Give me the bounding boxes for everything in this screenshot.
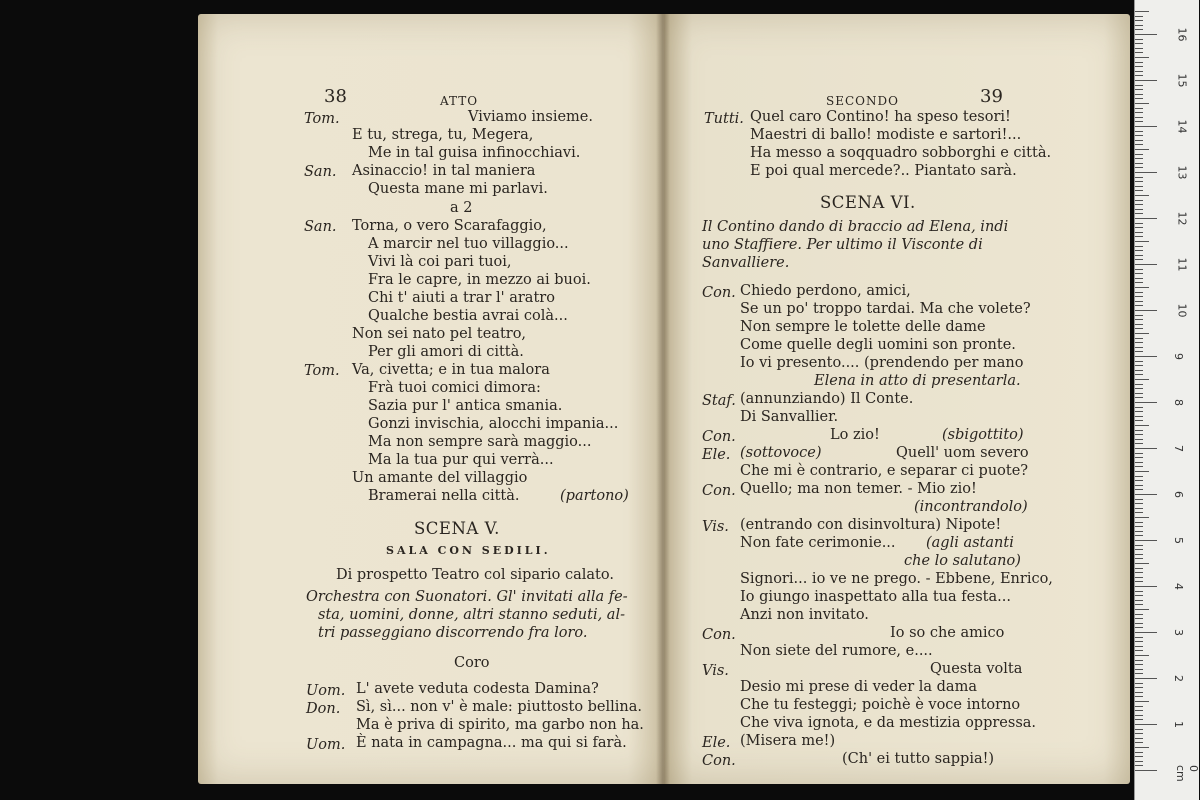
ruler-tick: [1135, 282, 1143, 283]
ruler-label: 1: [1172, 721, 1185, 728]
ruler-tick: [1135, 338, 1143, 339]
speaker: San.: [304, 164, 337, 180]
ruler-tick: [1135, 568, 1143, 569]
right-page: [664, 14, 1130, 784]
dialog-line: Non sempre le tolette delle dame: [740, 319, 986, 335]
ruler-tick: [1135, 172, 1157, 173]
speaker: Tutti.: [704, 111, 744, 127]
stage-note: (incontrandolo): [914, 499, 1028, 515]
ruler-tick: [1135, 250, 1143, 251]
page-number: 38: [324, 86, 347, 107]
ruler-tick: [1135, 742, 1143, 743]
ruler-tick: [1135, 227, 1143, 228]
ruler-tick: [1135, 342, 1143, 343]
ruler-tick: [1135, 223, 1143, 224]
ruler-tick: [1135, 756, 1143, 757]
stage-direction: (partono): [560, 488, 629, 504]
left-page: [198, 14, 664, 784]
ruler-tick: [1135, 16, 1143, 17]
ruler-tick: [1135, 66, 1143, 67]
stage-note: (sbigottito): [942, 427, 1024, 443]
page-header: ATTO: [440, 94, 479, 108]
ruler-tick: [1135, 591, 1143, 592]
ruler-tick: [1135, 393, 1143, 394]
ruler-tick: [1135, 301, 1143, 302]
ruler-tick: [1135, 365, 1143, 366]
ruler-tick: [1135, 57, 1149, 58]
ruler-tick: [1135, 489, 1143, 490]
ruler-tick: [1135, 733, 1143, 734]
ruler-label: 16: [1175, 27, 1189, 42]
ruler-tick: [1135, 499, 1143, 500]
ruler-label: 6: [1172, 491, 1185, 498]
ruler-tick: [1135, 678, 1157, 679]
ruler-tick: [1135, 149, 1149, 150]
verse-line: Quel caro Contino! ha speso tesori!: [750, 109, 1011, 125]
dialog-line: Che tu festeggi; poichè è voce intorno: [740, 697, 1021, 713]
ruler-tick: [1135, 255, 1143, 256]
dialog-line: Quello; ma non temer. - Mio zio!: [740, 481, 977, 497]
ruler-tick: [1135, 52, 1143, 53]
ruler-tick: [1135, 660, 1143, 661]
scene-title: SCENA V.: [414, 519, 500, 538]
ruler-tick: [1135, 163, 1143, 164]
verse-line: Frà tuoi comici dimora:: [368, 380, 541, 396]
ruler-label: 5: [1172, 537, 1185, 544]
ruler-tick: [1135, 269, 1143, 270]
ruler-tick: [1135, 692, 1143, 693]
ruler-tick: [1135, 457, 1143, 458]
ruler-tick: [1135, 512, 1143, 513]
ruler-tick: [1135, 236, 1143, 237]
ruler-tick: [1135, 370, 1143, 371]
ruler-tick: [1135, 126, 1157, 127]
verse-line: A marcir nel tuo villaggio...: [368, 236, 569, 252]
dialog-line: Io vi presento.... (prendendo per mano: [740, 355, 1024, 371]
ruler-tick: [1135, 140, 1143, 141]
speaker: Con.: [702, 285, 736, 301]
ruler-tick: [1135, 540, 1157, 541]
dialog-line: Non fate cerimonie...: [740, 535, 896, 551]
ruler-tick: [1135, 181, 1143, 182]
ruler-tick: [1135, 664, 1143, 665]
speaker: Tom.: [304, 111, 340, 127]
ruler-tick: [1135, 213, 1143, 214]
ruler-tick: [1135, 572, 1143, 573]
ruler-tick: [1135, 305, 1143, 306]
ruler-tick: [1135, 384, 1143, 385]
speaker: Con.: [702, 753, 736, 769]
ruler-tick: [1135, 356, 1157, 357]
verse-line: Bramerai nella città.: [368, 488, 520, 504]
ruler-tick: [1135, 609, 1149, 610]
speaker: Con.: [702, 429, 736, 445]
ruler-tick: [1135, 577, 1143, 578]
dialog-line: (Misera me!): [740, 733, 836, 749]
ruler-tick: [1135, 48, 1143, 49]
verse-line: Ma la tua pur qui verrà...: [368, 452, 554, 468]
verse-line: Questa mane mi parlavi.: [368, 181, 548, 197]
verse-line: E poi qual mercede?.. Piantato sarà.: [750, 163, 1017, 179]
ruler-tick: [1135, 494, 1157, 495]
dialog-line: Sì, sì... non v' è male: piuttosto bellina.: [356, 699, 643, 715]
ruler-tick: [1135, 259, 1143, 260]
ruler-tick: [1135, 411, 1143, 412]
dialog-line: Io so che amico: [890, 625, 1005, 641]
verse-line: Asinaccio! in tal maniera: [352, 163, 536, 179]
ruler-tick: [1135, 632, 1157, 633]
speaker: Uom.: [306, 683, 346, 699]
verse-line: Viviamo insieme.: [468, 109, 593, 125]
ruler-tick: [1135, 315, 1143, 316]
ruler-label: 11: [1175, 257, 1189, 272]
ruler-tick: [1135, 627, 1143, 628]
ruler-tick: [1135, 154, 1143, 155]
ruler-tick: [1135, 200, 1143, 201]
ruler-tick: [1135, 167, 1143, 168]
ruler-tick: [1135, 765, 1143, 766]
speaker: Ele.: [702, 447, 731, 463]
ruler-tick: [1135, 476, 1143, 477]
ruler-tick: [1135, 89, 1143, 90]
ruler-tick: [1135, 558, 1143, 559]
ruler-tick: [1135, 103, 1149, 104]
ruler-tick: [1135, 117, 1143, 118]
dialog-line: Chiedo perdono, amici,: [740, 283, 911, 299]
dialog-line: (annunziando) Il Conte.: [740, 391, 914, 407]
ruler-tick: [1135, 586, 1157, 587]
ruler-tick: [1135, 177, 1143, 178]
ruler-tick: [1135, 453, 1143, 454]
ruler-tick: [1135, 485, 1143, 486]
ruler-tick: [1135, 287, 1149, 288]
ruler-label: 7: [1172, 445, 1185, 452]
dialog-line: Come quelle degli uomini son pronte.: [740, 337, 1016, 353]
ruler-tick: [1135, 752, 1143, 753]
ruler-tick: [1135, 669, 1143, 670]
dialog-line: Che viva ignota, e da mestizia oppressa.: [740, 715, 1037, 731]
ruler-tick: [1135, 425, 1149, 426]
verse-line: Sazia pur l' antica smania.: [368, 398, 563, 414]
ruler-tick: [1135, 204, 1143, 205]
ruler-tick: [1135, 195, 1149, 196]
verse-line: Ma non sempre sarà maggio...: [368, 434, 592, 450]
ruler-tick: [1135, 25, 1143, 26]
book-gutter: [656, 14, 670, 784]
verse-line: Non sei nato pel teatro,: [352, 326, 527, 342]
ruler-label: 3: [1172, 629, 1185, 636]
dialog-line: Lo zio!: [830, 427, 880, 443]
ruler-tick: [1135, 34, 1157, 35]
dialog-line: Ma è priva di spirito, ma garbo non ha.: [356, 717, 644, 733]
ruler-tick: [1135, 158, 1143, 159]
ruler-tick: [1135, 604, 1143, 605]
scene-subtitle: SALA CON SEDILI.: [386, 544, 551, 557]
ruler-tick: [1135, 112, 1143, 113]
speaker: Vis.: [702, 519, 729, 535]
stage-direction: sta, uomini, donne, altri stanno seduti, al-: [318, 607, 625, 623]
ruler-tick: [1135, 706, 1143, 707]
dialog-line: È nata in campagna... ma qui si farà.: [356, 735, 627, 751]
dialog-line: Che mi è contrario, e separar ci puote?: [740, 463, 1029, 479]
stage-note: Quell' uom severo: [896, 445, 1029, 461]
ruler-tick: [1135, 641, 1143, 642]
ruler-tick: [1135, 186, 1143, 187]
ruler-tick: [1135, 434, 1143, 435]
ruler-tick: [1135, 407, 1143, 408]
ruler-tick: [1135, 471, 1149, 472]
ruler-tick: [1135, 273, 1143, 274]
ruler-tick: [1135, 738, 1143, 739]
speaker: Con.: [702, 483, 736, 499]
dialog-line: Anzi non invitato.: [740, 607, 869, 623]
ruler-tick: [1135, 121, 1143, 122]
stage-direction: Sanvalliere.: [702, 255, 790, 271]
ruler-tick: [1135, 687, 1143, 688]
measurement-ruler: [1134, 0, 1199, 800]
ruler-tick: [1135, 563, 1149, 564]
ruler-tick: [1135, 761, 1143, 762]
ruler-tick: [1135, 517, 1149, 518]
ruler-tick: [1135, 209, 1143, 210]
ruler-tick: [1135, 623, 1143, 624]
stage-note: che lo salutano): [904, 553, 1021, 569]
ruler-tick: [1135, 430, 1143, 431]
ruler-tick: [1135, 264, 1157, 265]
ruler-tick: [1135, 94, 1143, 95]
ruler-tick: [1135, 650, 1143, 651]
ruler-tick: [1135, 549, 1143, 550]
chorus-label: Coro: [454, 655, 490, 671]
ruler-tick: [1135, 374, 1143, 375]
speaker: Staf.: [702, 393, 736, 409]
ruler-tick: [1135, 503, 1143, 504]
ruler-tick: [1135, 443, 1143, 444]
ruler-tick: [1135, 701, 1149, 702]
verse-line: Torna, o vero Scarafaggio,: [352, 218, 547, 234]
ruler-tick: [1135, 683, 1143, 684]
dialog-line: Elena in atto di presentarla.: [814, 373, 1021, 389]
dialog-line: (entrando con disinvoltura) Nipote!: [740, 517, 1002, 533]
ruler-tick: [1135, 241, 1149, 242]
ruler-tick: [1135, 144, 1143, 145]
ruler-tick: [1135, 328, 1143, 329]
verse-line: Vivi là coi pari tuoi,: [368, 254, 512, 270]
ruler-tick: [1135, 673, 1143, 674]
scene-title: SCENA VI.: [820, 193, 916, 212]
verse-line: Me in tal guisa infinocchiavi.: [368, 145, 581, 161]
dialog-line: Signori... io ve ne prego. - Ebbene, Enrico,: [740, 571, 1053, 587]
speaker: Uom.: [306, 737, 346, 753]
speaker: Con.: [702, 627, 736, 643]
ruler-label: 4: [1172, 583, 1185, 590]
ruler-label: 9: [1172, 353, 1185, 360]
ruler-tick: [1135, 218, 1157, 219]
verse-line: Ha messo a soqquadro sobborghi e città.: [750, 145, 1052, 161]
ruler-tick: [1135, 696, 1143, 697]
speaker: Ele.: [702, 735, 731, 751]
scene-description: Di prospetto Teatro col sipario calato.: [336, 567, 614, 583]
ruler-tick: [1135, 20, 1143, 21]
ruler-label: 8: [1172, 399, 1185, 406]
verse-line: Fra le capre, in mezzo ai buoi.: [368, 272, 591, 288]
ruler-tick: [1135, 595, 1143, 596]
ruler-tick: [1135, 80, 1157, 81]
dialog-line: Non siete del rumore, e....: [740, 643, 933, 659]
ruler-tick: [1135, 246, 1143, 247]
ruler-label: 15: [1175, 73, 1189, 88]
ruler-tick: [1135, 600, 1143, 601]
ruler-tick: [1135, 39, 1143, 40]
ruler-tick: [1135, 98, 1143, 99]
ruler-label: 12: [1175, 211, 1189, 226]
page-number: 39: [980, 86, 1003, 107]
ruler-tick: [1135, 526, 1143, 527]
ruler-tick: [1135, 397, 1143, 398]
ruler-tick: [1135, 62, 1143, 63]
ruler-tick: [1135, 190, 1143, 191]
verse-line: Gonzi invischia, alocchi impania...: [368, 416, 619, 432]
speaker: Don.: [306, 701, 341, 717]
ruler-tick: [1135, 535, 1143, 536]
ruler-tick: [1135, 232, 1143, 233]
ruler-tick: [1135, 347, 1143, 348]
ruler-tick: [1135, 296, 1143, 297]
ruler-tick: [1135, 402, 1157, 403]
verse-line: Un amante del villaggio: [352, 470, 528, 486]
ruler-tick: [1135, 637, 1143, 638]
dialog-line: (sottovoce): [740, 445, 822, 461]
speaker: San.: [304, 219, 337, 235]
ruler-tick: [1135, 747, 1149, 748]
ruler-tick: [1135, 480, 1143, 481]
stage-direction: Orchestra con Suonatori. Gl' invitati alla fe-: [306, 589, 628, 605]
verse-line: Maestri di ballo! modiste e sartori!...: [750, 127, 1022, 143]
ruler-tick: [1135, 646, 1143, 647]
ruler-tick: [1135, 379, 1149, 380]
stage-direction: tri passeggiano discorrendo fra loro.: [318, 625, 588, 641]
verse-line: Chi t' aiuti a trar l' aratro: [368, 290, 555, 306]
verse-line: a 2: [450, 200, 473, 216]
ruler-label: 13: [1175, 165, 1189, 180]
verse-line: Va, civetta; e in tua malora: [352, 362, 550, 378]
ruler-tick: [1135, 581, 1143, 582]
stage-note: (Ch' ei tutto sappia!): [842, 751, 995, 767]
ruler-tick: [1135, 351, 1143, 352]
ruler-tick: [1135, 135, 1143, 136]
ruler-tick: [1135, 522, 1143, 523]
ruler-tick: [1135, 614, 1143, 615]
ruler-tick: [1135, 554, 1143, 555]
dialog-line: Di Sanvallier.: [740, 409, 839, 425]
ruler-tick: [1135, 71, 1143, 72]
ruler-tick: [1135, 333, 1149, 334]
ruler-tick: [1135, 545, 1143, 546]
ruler-tick: [1135, 310, 1157, 311]
ruler-tick: [1135, 85, 1143, 86]
speaker: Tom.: [304, 363, 340, 379]
dialog-line: Se un po' troppo tardai. Ma che volete?: [740, 301, 1031, 317]
ruler-label: 14: [1175, 119, 1189, 134]
ruler-tick: [1135, 131, 1143, 132]
ruler-tick: [1135, 278, 1143, 279]
ruler-tick: [1135, 388, 1143, 389]
ruler-tick: [1135, 508, 1143, 509]
ruler-tick: [1135, 770, 1157, 771]
dialog-line: Desio mi prese di veder la dama: [740, 679, 977, 695]
ruler-tick: [1135, 655, 1149, 656]
ruler-tick: [1135, 319, 1143, 320]
ruler-tick: [1135, 292, 1143, 293]
verse-line: E tu, strega, tu, Megera,: [352, 127, 534, 143]
ruler-tick: [1135, 729, 1143, 730]
ruler-tick: [1135, 361, 1143, 362]
speaker: Vis.: [702, 663, 729, 679]
ruler-tick: [1135, 75, 1143, 76]
ruler-tick: [1135, 324, 1143, 325]
dialog-line: Io giungo inaspettato alla tua festa...: [740, 589, 1011, 605]
ruler-label: 2: [1172, 675, 1185, 682]
stage-note: (agli astanti: [926, 535, 1014, 551]
ruler-tick: [1135, 439, 1143, 440]
ruler-tick: [1135, 531, 1143, 532]
dialog-line: Questa volta: [930, 661, 1023, 677]
ruler-tick: [1135, 29, 1143, 30]
ruler-tick: [1135, 43, 1143, 44]
ruler-tick: [1135, 108, 1143, 109]
ruler-tick: [1135, 416, 1143, 417]
ruler-tick: [1135, 710, 1143, 711]
page-header: SECONDO: [826, 94, 899, 108]
dialog-line: L' avete veduta codesta Damina?: [356, 681, 599, 697]
ruler-tick: [1135, 11, 1149, 12]
ruler-tick: [1135, 719, 1143, 720]
ruler-tick: [1135, 724, 1157, 725]
stage-direction: uno Staffiere. Per ultimo il Visconte di: [702, 237, 983, 253]
open-book: [198, 14, 1130, 784]
verse-line: Qualche bestia avrai colà...: [368, 308, 568, 324]
verse-line: Per gli amori di città.: [368, 344, 524, 360]
ruler-label: 10: [1175, 303, 1189, 318]
ruler-tick: [1135, 466, 1143, 467]
ruler-tick: [1135, 448, 1157, 449]
ruler-tick: [1135, 420, 1143, 421]
stage-direction: Il Contino dando di braccio ad Elena, indi: [702, 219, 1009, 235]
ruler-tick: [1135, 462, 1143, 463]
ruler-tick: [1135, 618, 1143, 619]
ruler-label: 0 cm: [1174, 765, 1200, 782]
ruler-tick: [1135, 715, 1143, 716]
